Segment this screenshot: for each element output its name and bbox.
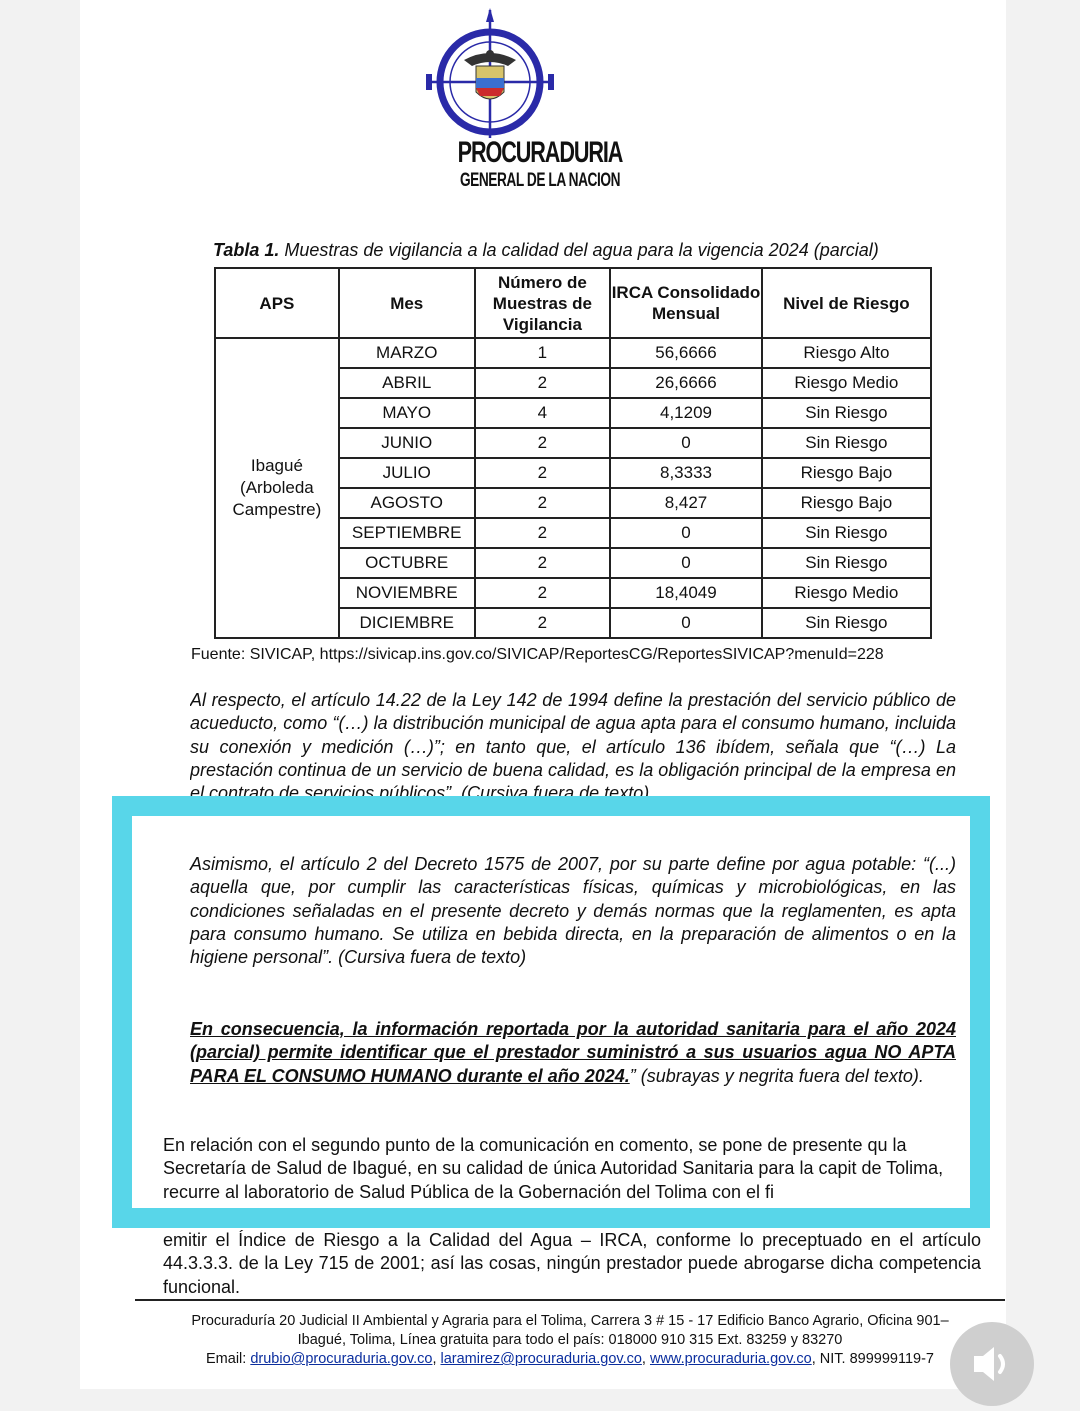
irca-cell: 0	[610, 608, 762, 638]
month-cell: ABRIL	[339, 368, 475, 398]
month-cell: DICIEMBRE	[339, 608, 475, 638]
samples-cell: 2	[475, 458, 611, 488]
footer-divider	[135, 1299, 1005, 1301]
header-nivel-riesgo: Nivel de Riesgo	[762, 268, 931, 338]
footer-nit: , NIT. 899999119-7	[811, 1351, 934, 1367]
risk-cell: Riesgo Alto	[762, 338, 931, 368]
footer-separator: ,	[432, 1351, 441, 1367]
header-aps: APS	[215, 268, 339, 338]
irca-cell: 8,427	[610, 488, 762, 518]
caption-text: Muestras de vigilancia a la calidad del agua para la vigencia 2024 (parcial)	[279, 240, 879, 260]
website-link[interactable]: www.procuraduria.gov.co	[649, 1351, 812, 1367]
footer-address: Procuraduría 20 Judicial II Ambiental y Agraria para el Tolima, Carrera 3 # 15 - 17 Edificio Banco Agrario, Oficina 901–	[191, 1313, 949, 1329]
risk-cell: Sin Riesgo	[762, 398, 931, 428]
irca-cell: 0	[610, 548, 762, 578]
speaker-icon	[950, 1322, 1034, 1406]
irca-cell: 8,3333	[610, 458, 762, 488]
table-row	[215, 338, 931, 368]
irca-cell: 26,6666	[610, 368, 762, 398]
samples-cell: 2	[475, 368, 611, 398]
paragraph-irca-competencia: emitir el Índice de Riesgo a la Calidad del Agua – IRCA, conforme lo preceptuado en el artículo 44.3.3.3. de la Ley 715 de 2001; así las cosas, ningún prestador puede abrogarse dicha competencia funcional.	[163, 1230, 981, 1297]
irca-cell: 0	[610, 518, 762, 548]
paragraph-decreto-1575: Asimismo, el artículo 2 del Decreto 1575 de 2007, por su parte define por agua potable: “(...) aquella que, por cumplir las características físicas, químicas y microbiológicas, en las condiciones señaladas en el presente decreto y demás normas que la reglamenten, es apta para consumo humano. Se utiliza en bebida directa, en la preparación de alimentos o en la higiene personal”. (Cursiva fuera de texto)	[190, 854, 956, 968]
samples-cell: 2	[475, 518, 611, 548]
samples-cell: 2	[475, 548, 611, 578]
month-cell: AGOSTO	[339, 488, 475, 518]
month-cell: SEPTIEMBRE	[339, 518, 475, 548]
sound-toggle-button[interactable]	[950, 1322, 1034, 1406]
risk-cell: Riesgo Bajo	[762, 488, 931, 518]
footer-separator: ,	[641, 1351, 650, 1367]
month-cell: OCTUBRE	[339, 548, 475, 578]
header-muestras: Número de Muestras de Vigilancia	[475, 268, 611, 338]
risk-cell: Riesgo Medio	[762, 578, 931, 608]
consecuencia-note: ” (subrayas y negrita fuera del texto).	[629, 1065, 924, 1086]
samples-cell: 2	[475, 608, 611, 638]
brand-title: PROCURADURIA	[457, 136, 623, 169]
caption-label: Tabla 1.	[213, 240, 280, 260]
irca-cell: 56,6666	[610, 338, 762, 368]
month-cell: NOVIEMBRE	[339, 578, 475, 608]
paragraph-ley-142: Al respecto, el artículo 14.22 de la Ley 142 de 1994 define la prestación del servicio público de acueducto, como “(…) la distribución municipal de agua apta para el consumo humano, incluida su conexión y medición (…)”; en tanto que, el artículo 136 ibídem, señala que “(…) La prestación continua de un servicio de buena calidad, es la obligación principal de la empresa en el contrato de servicios públicos”. (Cursiva fuera de texto)	[190, 690, 956, 804]
table-header-row	[215, 268, 931, 338]
procuraduria-logo	[424, 8, 556, 140]
risk-cell: Sin Riesgo	[762, 518, 931, 548]
month-cell: MAYO	[339, 398, 475, 428]
month-cell: MARZO	[339, 338, 475, 368]
selection-highlight-box	[112, 796, 990, 1228]
month-cell: JUNIO	[339, 428, 475, 458]
email-link-1[interactable]: drubio@procuraduria.gov.co	[250, 1351, 433, 1367]
table-caption	[213, 240, 879, 261]
risk-cell: Sin Riesgo	[762, 608, 931, 638]
brand-subtitle: GENERAL DE LA NACION	[459, 170, 621, 191]
footer-phone: Ibagué, Tolima, Línea gratuita para todo el país: 018000 910 315 Ext. 83259 y 83270	[297, 1332, 843, 1348]
table-source: Fuente: SIVICAP, https://sivicap.ins.gov.co/SIVICAP/ReportesCG/ReportesSIVICAP?menuId=228	[191, 646, 884, 663]
header-mes: Mes	[339, 268, 475, 338]
footer-contact	[100, 1351, 1040, 1367]
month-cell: JULIO	[339, 458, 475, 488]
samples-cell: 1	[475, 338, 611, 368]
aps-cell: Ibagué (Arboleda Campestre)	[215, 338, 339, 638]
footer-email-label: Email:	[206, 1351, 251, 1367]
samples-cell: 2	[475, 428, 611, 458]
risk-cell: Riesgo Medio	[762, 368, 931, 398]
risk-cell: Sin Riesgo	[762, 548, 931, 578]
irca-cell: 18,4049	[610, 578, 762, 608]
irca-cell: 4,1209	[610, 398, 762, 428]
header-irca: IRCA Consolidado Mensual	[610, 268, 762, 338]
risk-cell: Riesgo Bajo	[762, 458, 931, 488]
risk-cell: Sin Riesgo	[762, 428, 931, 458]
samples-cell: 2	[475, 578, 611, 608]
samples-cell: 4	[475, 398, 611, 428]
consecuencia-emphasis: En consecuencia, la información reportada por la autoridad sanitaria para el año 2024 (parcial) permite identificar que el prestador suministró a sus usuarios agua NO APTA PARA EL CONSUMO HUMANO durante el año 2024.	[190, 1019, 956, 1086]
samples-cell: 2	[475, 488, 611, 518]
paragraph-segundo-punto: En relación con el segundo punto de la comunicación en comento, se pone de presente qu la Secretaría de Salud de Ibagué, en su calidad de única Autoridad Sanitaria para la capit de Tolima, recurre al laboratorio de Salud Pública de la Gobernación del Tolima con el fi	[163, 1135, 944, 1202]
email-link-2[interactable]: laramirez@procuraduria.gov.co	[440, 1351, 642, 1367]
irca-cell: 0	[610, 428, 762, 458]
vigilance-table	[214, 267, 932, 639]
